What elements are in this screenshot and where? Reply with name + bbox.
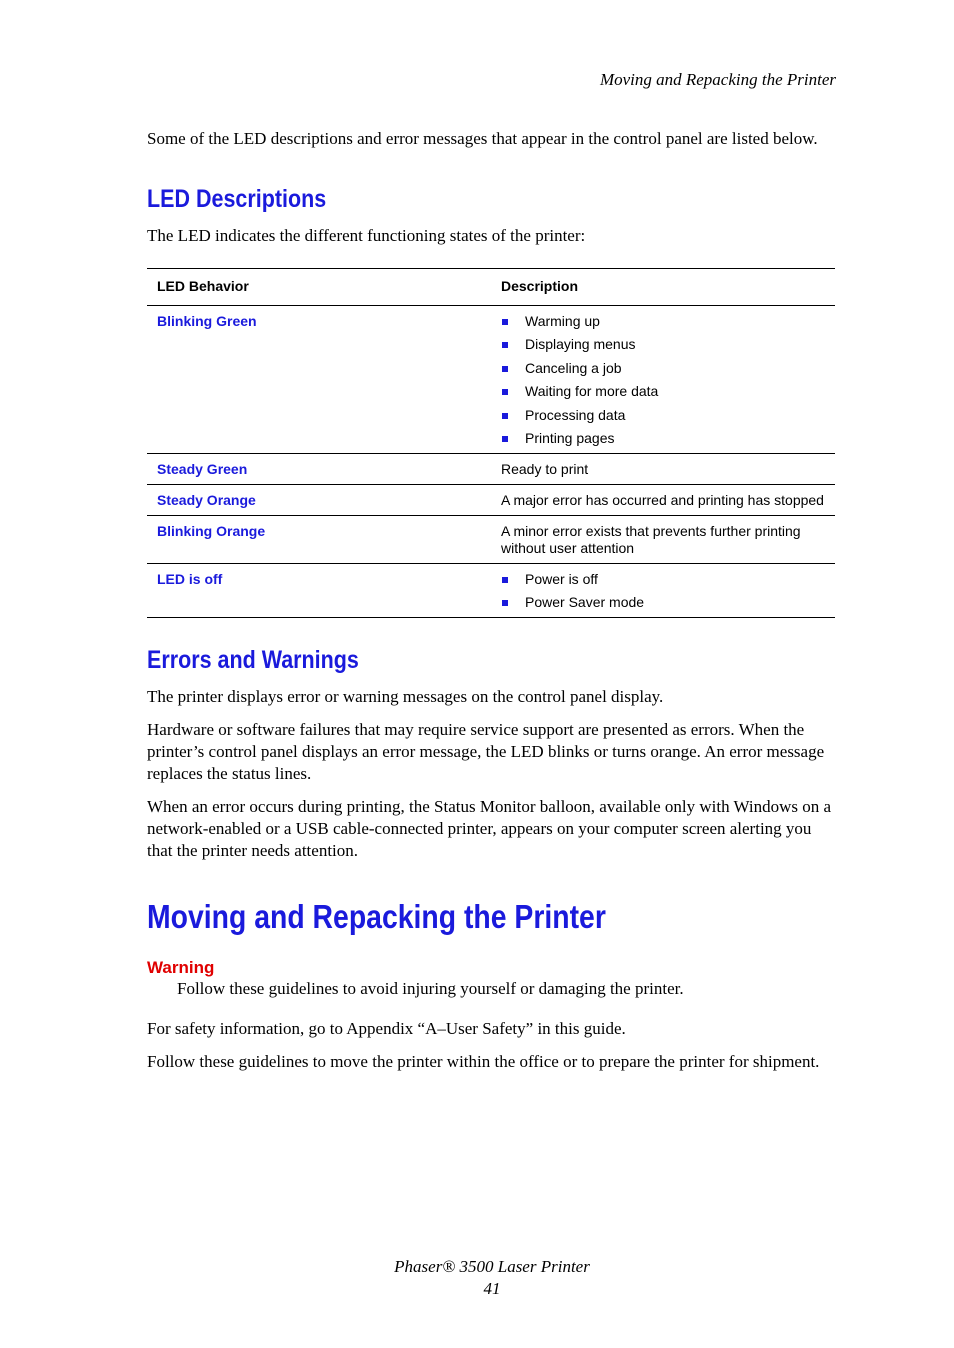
bullet-list — [501, 571, 825, 611]
bullet-list — [501, 313, 825, 447]
running-header: Moving and Repacking the Printer — [599, 70, 836, 89]
bullet-square-icon — [502, 342, 508, 348]
led-descriptions-heading: LED Descriptions — [147, 185, 327, 213]
bullet-text: Waiting for more data — [525, 383, 659, 400]
led-lead-paragraph: The LED indicates the different functioning states of the printer: — [147, 226, 586, 245]
bullet-text: Printing pages — [525, 429, 615, 446]
bullet-square-icon — [502, 366, 508, 372]
led-description-cell: Ready to print — [491, 453, 835, 484]
bullet-text: Power Saver mode — [525, 594, 645, 611]
led-description-cell: A minor error exists that prevents further printing without user attention — [491, 515, 835, 563]
led-table — [147, 268, 835, 618]
led-behavior-cell[interactable]: Blinking Orange — [147, 515, 491, 563]
list-item — [501, 383, 825, 406]
list-item — [501, 430, 825, 447]
errors-warnings-heading: Errors and Warnings — [147, 646, 359, 675]
col-header-description: Description — [491, 269, 835, 306]
bullet-text: Displaying menus — [525, 336, 636, 353]
led-table-header-row — [147, 269, 835, 306]
page-number: 41 — [483, 1279, 501, 1298]
warning-text: Follow these guidelines to avoid injuring yourself or damaging the printer. — [177, 979, 684, 999]
bullet-text: Warming up — [525, 313, 600, 329]
page-footer — [0, 1256, 954, 1300]
led-behavior-cell[interactable]: Blinking Green — [147, 306, 491, 454]
moving-paragraph: For safety information, go to Appendix “A–User Safety” in this guide. — [147, 1019, 626, 1039]
list-item — [501, 313, 825, 336]
led-behavior-cell[interactable]: Steady Orange — [147, 484, 491, 515]
led-behavior-cell[interactable]: LED is off — [147, 563, 491, 617]
moving-paragraph: Follow these guidelines to move the printer within the office or to prepare the printer for shipment. — [147, 1052, 820, 1072]
bullet-text: Processing data — [525, 406, 626, 423]
bullet-square-icon — [502, 436, 508, 442]
page-content — [147, 128, 837, 1084]
footer-product-name: Phaser® 3500 Laser Printer — [394, 1257, 590, 1276]
table-row — [147, 306, 835, 454]
table-row — [147, 563, 835, 617]
bullet-square-icon — [502, 600, 508, 606]
errors-paragraph: The printer displays error or warning messages on the control panel display. — [147, 687, 664, 707]
warning-label: Warning — [147, 958, 215, 978]
bullet-square-icon — [502, 319, 508, 325]
bullet-text: Canceling a job — [525, 359, 622, 376]
led-description-cell: A major error has occurred and printing has stopped — [491, 484, 835, 515]
moving-repacking-heading: Moving and Repacking the Printer — [147, 898, 606, 936]
list-item — [501, 571, 825, 594]
intro-paragraph: Some of the LED descriptions and error messages that appear in the control panel are listed below. — [147, 129, 818, 148]
list-item — [501, 594, 825, 611]
bullet-square-icon — [502, 413, 508, 419]
led-description-cell — [491, 306, 835, 454]
errors-paragraph: Hardware or software failures that may require service support are presented as errors. When the printer’s control panel displays an error message, the LED blinks or turns orange. An error message replaces the status lines. — [147, 720, 825, 784]
table-row — [147, 484, 835, 515]
led-description-cell — [491, 563, 835, 617]
led-behavior-cell[interactable]: Steady Green — [147, 453, 491, 484]
list-item — [501, 336, 825, 359]
table-row — [147, 515, 835, 563]
errors-paragraph: When an error occurs during printing, the Status Monitor balloon, available only with Windows on a network-enabled or a USB cable-connected printer, appears on your computer screen alerting you that the printer needs attention. — [147, 797, 832, 861]
list-item — [501, 360, 825, 383]
col-header-led-behavior: LED Behavior — [147, 269, 491, 306]
table-row — [147, 453, 835, 484]
bullet-text: Power is off — [525, 570, 598, 587]
bullet-square-icon — [502, 577, 508, 583]
bullet-square-icon — [502, 389, 508, 395]
list-item — [501, 407, 825, 430]
